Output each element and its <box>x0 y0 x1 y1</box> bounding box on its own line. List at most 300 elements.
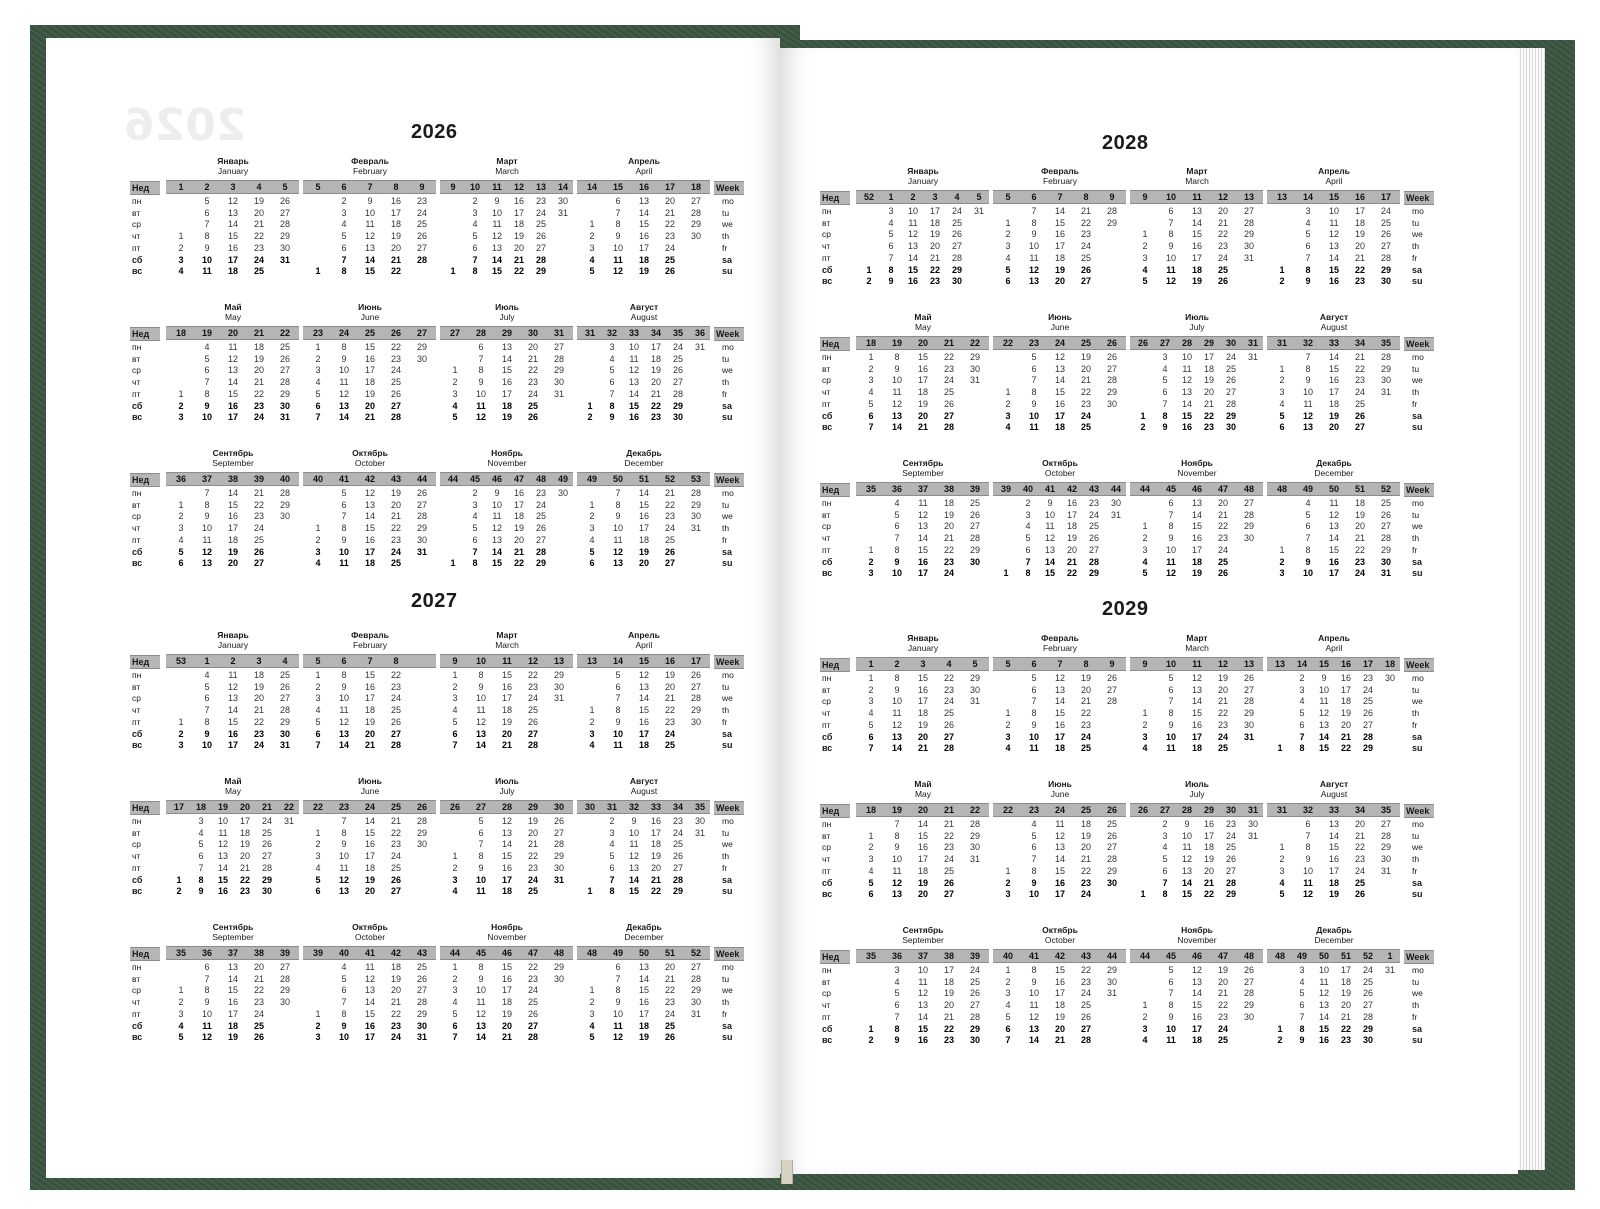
week-number: 28 <box>501 802 512 812</box>
day-cell: 16 <box>501 377 512 388</box>
month-name-ru: Сентябрь <box>212 448 254 458</box>
day-cell: 12 <box>338 388 349 399</box>
week-number: 31 <box>606 802 617 812</box>
week-label-en: Week <box>1404 483 1434 497</box>
day-cell: 16 <box>638 716 649 727</box>
week-label-ru: Нед <box>130 947 160 961</box>
month-name-en: December <box>624 932 664 942</box>
day-cell: 6 <box>894 1000 900 1011</box>
day-cell: 20 <box>943 1000 954 1011</box>
day-cell: 8 <box>478 670 484 680</box>
day-cell: 23 <box>1354 556 1365 567</box>
day-cell: 12 <box>364 231 375 242</box>
day-cell: 11 <box>1029 252 1039 263</box>
week-number-bar <box>166 472 299 486</box>
day-cell: 18 <box>364 377 375 388</box>
day-cell: 12 <box>891 398 902 409</box>
week-number: 40 <box>1002 951 1013 961</box>
day-cell: 13 <box>1181 865 1192 876</box>
day-cell: 8 <box>341 523 347 534</box>
day-cell: 1 <box>1003 568 1009 579</box>
month-name-ru: Март <box>496 630 518 640</box>
day-cell: 25 <box>1080 252 1091 263</box>
day-label-en: we <box>1412 842 1423 853</box>
day-cell: 2 <box>452 681 458 692</box>
day-cell: 29 <box>553 962 564 972</box>
week-label-ru: Нед <box>820 191 850 205</box>
day-cell: 22 <box>929 264 940 275</box>
day-cell: 9 <box>494 488 500 498</box>
week-number: 23 <box>1028 338 1039 348</box>
month-name-en: October <box>1044 468 1076 478</box>
day-cell: 6 <box>894 521 900 532</box>
week-label-ru: Нед <box>130 473 160 487</box>
day-cell: 16 <box>1328 276 1339 287</box>
day-cell: 4 <box>472 219 478 230</box>
day-cell: 13 <box>638 681 649 692</box>
day-label-en: th <box>722 997 730 1008</box>
day-cell: 11 <box>613 534 623 545</box>
day-cell: 1 <box>450 558 456 569</box>
day-label-ru: пт <box>132 242 141 253</box>
week-number: 3 <box>920 659 926 669</box>
day-cell: 28 <box>553 353 564 364</box>
day-cell: 25 <box>664 254 675 265</box>
week-number: 17 <box>1380 192 1391 202</box>
day-cell: 27 <box>1080 276 1091 287</box>
day-cell: 3 <box>315 1032 321 1043</box>
month-name-ru: Апрель <box>628 630 660 640</box>
day-cell: 5 <box>609 851 615 862</box>
day-cell: 19 <box>364 388 375 399</box>
day-cell: 22 <box>527 851 538 862</box>
month-name-en: July <box>499 312 515 322</box>
day-label-en: we <box>722 693 733 704</box>
month-name-en: April <box>635 640 653 650</box>
month-name <box>993 458 1127 478</box>
day-cell: 29 <box>951 264 962 275</box>
day-cell: 26 <box>943 719 954 730</box>
week-number: 45 <box>1165 484 1176 494</box>
week-number: 39 <box>1000 484 1011 494</box>
week-number-bar <box>993 803 1126 817</box>
day-cell: 12 <box>1165 276 1176 287</box>
day-cell: 26 <box>1362 708 1373 719</box>
week-number: 40 <box>338 948 349 958</box>
day-cell: 5 <box>1162 375 1168 386</box>
day-cell: 18 <box>390 962 401 972</box>
day-cell: 18 <box>253 342 264 352</box>
day-cell: 7 <box>1305 533 1311 544</box>
day-cell: 7 <box>1299 1011 1305 1022</box>
day-cell: 14 <box>891 743 902 754</box>
day-cell: 16 <box>227 242 238 253</box>
day-cell: 1 <box>452 851 458 862</box>
week-number: 33 <box>628 328 639 338</box>
day-cell: 11 <box>1029 1000 1039 1011</box>
day-cell: 5 <box>452 412 458 423</box>
day-cell: 6 <box>341 985 347 996</box>
day-cell: 16 <box>217 886 228 897</box>
day-cell: 20 <box>929 241 940 252</box>
day-cell: 19 <box>1217 673 1228 683</box>
day-cell: 2 <box>1162 819 1168 829</box>
week-number-bar <box>856 949 989 963</box>
day-cell: 11 <box>613 254 623 265</box>
day-cell: 25 <box>261 827 272 838</box>
day-cell: 13 <box>891 731 902 742</box>
day-cell: 27 <box>253 558 264 569</box>
day-label-en: we <box>722 839 733 850</box>
week-number: 42 <box>1054 951 1065 961</box>
day-cell: 24 <box>390 365 401 376</box>
day-cell: 5 <box>1142 568 1148 579</box>
day-cell: 10 <box>217 816 228 826</box>
week-number: 9 <box>1142 659 1148 669</box>
month-name <box>577 922 711 942</box>
week-number-bar <box>856 657 989 671</box>
day-cell: 1 <box>452 670 458 680</box>
day-cell: 8 <box>1031 965 1037 975</box>
day-cell: 20 <box>1080 684 1091 695</box>
day-cell: 13 <box>501 827 512 838</box>
day-cell: 3 <box>1279 568 1285 579</box>
day-cell: 12 <box>491 523 502 534</box>
day-cell: 6 <box>478 827 484 838</box>
day-cell: 4 <box>452 705 458 716</box>
day-cell: 19 <box>1354 229 1365 240</box>
day-cell: 17 <box>1191 731 1202 742</box>
day-cell: 9 <box>478 681 484 692</box>
day-cell: 22 <box>1354 264 1365 275</box>
week-number: 5 <box>315 182 321 192</box>
week-number: 5 <box>1005 659 1011 669</box>
week-number: 32 <box>606 328 617 338</box>
day-cell: 5 <box>452 716 458 727</box>
day-cell: 20 <box>513 242 524 253</box>
day-cell: 13 <box>1318 719 1329 730</box>
day-label-en: th <box>1412 708 1420 719</box>
day-label-ru: вт <box>132 353 141 364</box>
day-label-ru: пн <box>822 206 832 216</box>
week-number: 30 <box>1225 805 1236 815</box>
week-number: 46 <box>491 474 502 484</box>
day-cell: 27 <box>527 728 538 739</box>
day-cell: 6 <box>1168 498 1174 508</box>
week-number-bar <box>993 482 1126 496</box>
day-label-en: fr <box>1412 544 1418 555</box>
month-name <box>1130 633 1264 653</box>
day-cell: 2 <box>1279 276 1285 287</box>
day-cell: 14 <box>227 377 238 388</box>
week-number: 19 <box>217 802 228 812</box>
day-cell: 20 <box>501 728 512 739</box>
day-cell: 24 <box>1354 387 1365 398</box>
day-cell: 6 <box>1031 842 1037 853</box>
day-cell: 31 <box>969 696 980 707</box>
day-cell: 4 <box>589 534 595 545</box>
day-cell: 5 <box>178 1032 184 1043</box>
day-cell: 9 <box>894 684 900 695</box>
week-number: 52 <box>690 948 701 958</box>
day-label-en: th <box>1412 854 1420 865</box>
day-cell: 4 <box>1299 976 1305 987</box>
day-cell: 17 <box>917 696 928 707</box>
day-cell: 27 <box>690 681 701 692</box>
day-cell: 31 <box>553 693 564 704</box>
day-cell: 9 <box>478 973 484 984</box>
week-number: 31 <box>584 328 595 338</box>
day-cell: 3 <box>589 728 595 739</box>
day-cell: 31 <box>969 375 980 386</box>
week-number: 38 <box>253 948 264 958</box>
day-cell: 3 <box>1005 241 1011 252</box>
day-cell: 22 <box>527 962 538 972</box>
week-number: 26 <box>416 802 427 812</box>
day-cell: 13 <box>638 962 649 972</box>
week-number: 40 <box>279 474 290 484</box>
day-cell: 22 <box>650 886 661 897</box>
week-number: 9 <box>1109 192 1115 202</box>
day-cell: 23 <box>1080 719 1091 730</box>
week-number: 25 <box>390 802 401 812</box>
day-cell: 19 <box>943 509 954 520</box>
day-cell: 7 <box>204 377 210 388</box>
day-cell: 16 <box>501 681 512 692</box>
week-number: 14 <box>586 182 597 192</box>
day-cell: 7 <box>1168 988 1174 999</box>
day-cell: 4 <box>1305 498 1311 508</box>
day-cell: 23 <box>253 728 264 739</box>
day-cell: 1 <box>868 544 874 555</box>
day-cell: 28 <box>279 705 290 716</box>
day-cell: 10 <box>1028 241 1039 252</box>
week-label-ru: Нед <box>820 950 850 964</box>
day-cell: 31 <box>690 1008 701 1019</box>
day-cell: 13 <box>1191 498 1202 508</box>
day-cell: 11 <box>892 708 902 719</box>
day-cell: 10 <box>491 499 502 510</box>
day-label-en: sa <box>722 400 733 411</box>
day-cell: 14 <box>1054 854 1065 865</box>
month-name-en: February <box>352 640 387 650</box>
day-cell: 28 <box>1106 854 1117 865</box>
day-cell: 9 <box>341 353 347 364</box>
day-cell: 5 <box>472 523 478 534</box>
day-cell: 4 <box>1279 877 1285 888</box>
day-cell: 10 <box>491 207 502 218</box>
day-cell: 9 <box>1321 673 1327 683</box>
month-name-ru: Октябрь <box>352 448 388 458</box>
day-cell: 19 <box>527 816 538 826</box>
week-number: 14 <box>557 182 568 192</box>
week-number: 46 <box>1191 951 1202 961</box>
day-cell: 29 <box>1106 217 1117 228</box>
day-cell: 12 <box>1044 533 1055 544</box>
day-cell: 1 <box>1005 865 1011 876</box>
month-name-ru: Сентябрь <box>902 458 944 468</box>
day-cell: 14 <box>628 874 639 885</box>
day-cell: 11 <box>1029 743 1039 754</box>
day-cell: 19 <box>1191 568 1202 579</box>
day-cell: 9 <box>1299 1035 1305 1046</box>
month-name <box>1267 166 1401 186</box>
week-number-bar <box>577 180 710 194</box>
day-cell: 27 <box>672 377 683 388</box>
week-number: 37 <box>917 951 928 961</box>
day-cell: 26 <box>390 388 401 399</box>
day-cell: 3 <box>1142 1023 1148 1034</box>
day-label-en: su <box>1412 276 1423 287</box>
day-cell: 2 <box>1279 854 1285 865</box>
day-cell: 19 <box>364 874 375 885</box>
day-cell: 21 <box>664 488 675 498</box>
day-cell: 5 <box>868 719 874 730</box>
day-cell: 31 <box>969 854 980 865</box>
day-cell: 15 <box>364 827 375 838</box>
day-cell: 6 <box>1005 276 1011 287</box>
day-cell: 4 <box>198 827 204 838</box>
month-name <box>577 448 711 468</box>
day-label-en: tu <box>1412 217 1420 228</box>
week-number: 19 <box>891 805 902 815</box>
week-number: 2 <box>204 182 210 192</box>
day-cell: 21 <box>239 862 250 873</box>
day-cell: 29 <box>1243 229 1254 240</box>
week-number: 44 <box>1139 484 1150 494</box>
week-number-bar <box>1130 336 1263 350</box>
day-cell: 20 <box>650 377 661 388</box>
day-label-en: mo <box>1412 206 1424 216</box>
day-cell: 16 <box>907 276 918 287</box>
week-number: 28 <box>1181 338 1192 348</box>
day-cell: 10 <box>1302 865 1313 876</box>
day-label-en: tu <box>722 499 730 510</box>
day-cell: 31 <box>1243 252 1254 263</box>
month-name <box>440 630 574 650</box>
day-cell: 24 <box>390 546 401 557</box>
day-cell: 27 <box>951 241 962 252</box>
week-number: 29 <box>501 328 512 338</box>
day-cell: 10 <box>891 568 902 579</box>
day-cell: 18 <box>1191 264 1202 275</box>
day-label-en: th <box>1412 387 1420 398</box>
day-cell: 25 <box>253 266 264 277</box>
day-cell: 21 <box>664 973 675 984</box>
day-cell: 26 <box>527 716 538 727</box>
week-number: 9 <box>419 182 425 192</box>
day-cell: 6 <box>1305 819 1311 829</box>
day-cell: 8 <box>609 400 615 411</box>
day-cell: 8 <box>1031 865 1037 876</box>
day-cell: 3 <box>1299 684 1305 695</box>
day-label-ru: пт <box>822 719 831 730</box>
day-cell: 8 <box>341 670 347 680</box>
week-number: 1 <box>1387 951 1393 961</box>
week-label-en: Week <box>1404 950 1434 964</box>
week-number: 4 <box>282 656 288 666</box>
day-cell: 18 <box>1054 1000 1065 1011</box>
week-number-bar <box>577 326 710 340</box>
day-cell: 4 <box>1162 363 1168 374</box>
week-number: 18 <box>865 338 876 348</box>
day-cell: 18 <box>501 400 512 411</box>
week-number: 18 <box>195 802 206 812</box>
day-cell: 9 <box>1305 276 1311 287</box>
day-cell: 14 <box>1044 556 1055 567</box>
day-cell: 23 <box>416 196 427 206</box>
day-cell: 18 <box>638 740 649 751</box>
day-cell: 5 <box>204 681 210 692</box>
month-name-ru: Ноябрь <box>491 922 523 932</box>
week-number: 43 <box>1088 484 1099 494</box>
day-cell: 13 <box>638 196 649 206</box>
day-cell: 9 <box>204 728 210 739</box>
day-cell: 9 <box>631 816 637 826</box>
week-number: 33 <box>1328 338 1339 348</box>
day-label-ru: вт <box>822 217 831 228</box>
day-cell: 5 <box>315 716 321 727</box>
day-cell: 30 <box>1110 498 1121 508</box>
day-cell: 5 <box>1025 533 1031 544</box>
day-cell: 13 <box>1191 684 1202 695</box>
day-cell: 15 <box>1181 410 1192 421</box>
day-cell: 27 <box>1354 422 1365 433</box>
day-cell: 10 <box>1318 684 1329 695</box>
week-number: 20 <box>917 805 928 815</box>
day-cell: 30 <box>1243 719 1254 730</box>
day-cell: 21 <box>650 388 661 399</box>
day-cell: 1 <box>1279 264 1285 275</box>
week-number: 8 <box>393 656 399 666</box>
day-cell: 17 <box>227 412 238 423</box>
day-cell: 13 <box>1028 1023 1039 1034</box>
day-cell: 9 <box>204 400 210 411</box>
day-cell: 11 <box>228 670 238 680</box>
day-label-en: th <box>1412 533 1420 544</box>
day-cell: 29 <box>969 830 980 841</box>
day-cell: 4 <box>204 670 210 680</box>
week-number: 37 <box>201 474 212 484</box>
day-cell: 25 <box>1080 422 1091 433</box>
day-cell: 31 <box>694 342 705 352</box>
day-cell: 18 <box>239 827 250 838</box>
week-number: 39 <box>279 948 290 958</box>
week-number: 41 <box>338 474 349 484</box>
day-cell: 27 <box>390 400 401 411</box>
day-cell: 12 <box>338 874 349 885</box>
day-cell: 7 <box>894 819 900 829</box>
day-cell: 25 <box>943 387 954 398</box>
week-number: 22 <box>969 805 980 815</box>
day-cell: 21 <box>1340 731 1351 742</box>
week-number: 17 <box>173 802 184 812</box>
day-cell: 15 <box>917 352 928 362</box>
day-cell: 30 <box>1247 819 1258 829</box>
week-number: 18 <box>865 805 876 815</box>
day-cell: 21 <box>1080 696 1091 707</box>
day-cell: 30 <box>1243 1011 1254 1022</box>
day-cell: 8 <box>1168 708 1174 719</box>
day-cell: 19 <box>650 365 661 376</box>
day-cell: 26 <box>672 365 683 376</box>
day-cell: 12 <box>638 670 649 680</box>
day-cell: 20 <box>917 731 928 742</box>
day-cell: 29 <box>969 544 980 555</box>
day-label-ru: сб <box>822 1023 833 1034</box>
day-cell: 17 <box>501 874 512 885</box>
week-number: 3 <box>932 192 938 202</box>
